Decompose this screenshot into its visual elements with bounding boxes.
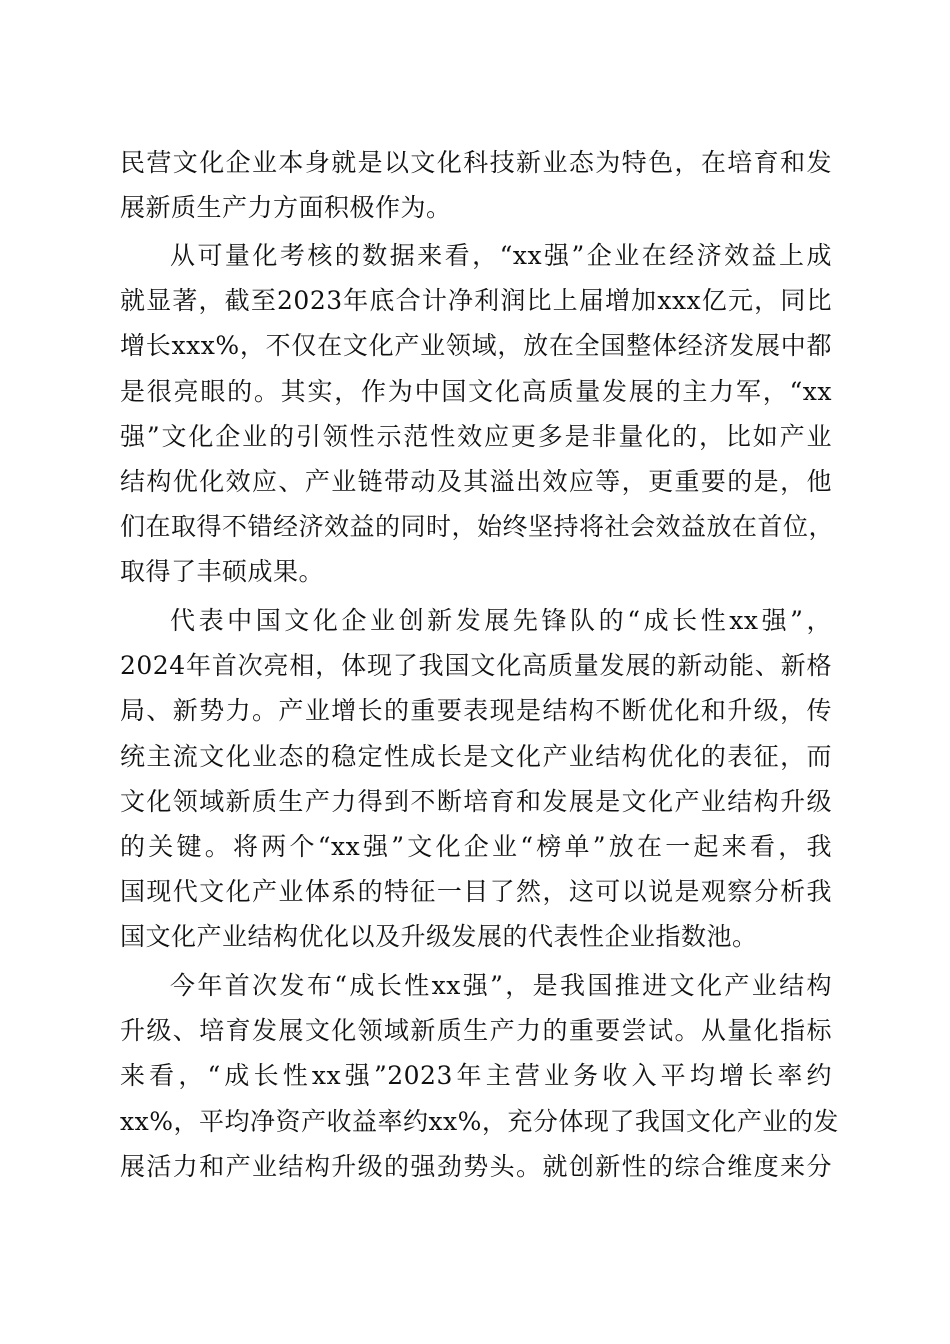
text-line: 今年首次发布“成长性xx强”，是我国推进文化产业结构 <box>170 971 832 1000</box>
text-line: 展活力和产业结构升级的强劲势头。就创新性的综合维度来分 <box>120 1152 832 1181</box>
text-line: 局、新势力。产业增长的重要表现是结构不断优化和升级，传 <box>120 696 832 725</box>
text-line: 文化领域新质生产力得到不断培育和发展是文化产业结构升级 <box>120 787 832 816</box>
text-line: 从可量化考核的数据来看，“xx强”企业在经济效益上成 <box>170 241 832 270</box>
text-line: 国文化产业结构优化以及升级发展的代表性企业指数池。 <box>120 922 758 951</box>
text-line: 代表中国文化企业创新发展先锋队的“成长性xx强”， <box>170 606 832 635</box>
text-line: 们在取得不错经济效益的同时，始终坚持将社会效益放在首位， <box>120 512 835 541</box>
text-line: 2024年首次亮相，体现了我国文化高质量发展的新动能、新格 <box>120 651 832 680</box>
text-line: 增长xxx%，不仅在文化产业领域，放在全国整体经济发展中都 <box>120 331 832 360</box>
text-line: 国现代文化产业体系的特征一目了然，这可以说是观察分析我 <box>120 877 832 906</box>
text-line: 升级、培育发展文化领域新质生产力的重要尝试。从量化指标 <box>120 1016 832 1045</box>
text-line: 强”文化企业的引领性示范性效应更多是非量化的，比如产业 <box>120 422 832 451</box>
text-line: xx%，平均净资产收益率约xx%，充分体现了我国文化产业的发 <box>120 1107 839 1136</box>
text-line: 取得了丰硕成果。 <box>120 557 325 586</box>
text-line: 就显著，截至2023年底合计净利润比上届增加xxx亿元，同比 <box>120 286 832 315</box>
text-line: 来看，“成长性xx强”2023年主营业务收入平均增长率约 <box>120 1061 832 1090</box>
text-line: 结构优化效应、产业链带动及其溢出效应等，更重要的是，他 <box>120 467 832 496</box>
text-line: 的关键。将两个“xx强”文化企业“榜单”放在一起来看，我 <box>120 832 832 861</box>
text-line: 是很亮眼的。其实，作为中国文化高质量发展的主力军，“xx <box>120 377 832 406</box>
text-line: 展新质生产力方面积极作为。 <box>120 193 452 222</box>
text-line: 统主流文化业态的稳定性成长是文化产业结构优化的表征，而 <box>120 742 832 771</box>
text-line: 民营文化企业本身就是以文化科技新业态为特色，在培育和发 <box>120 148 832 177</box>
